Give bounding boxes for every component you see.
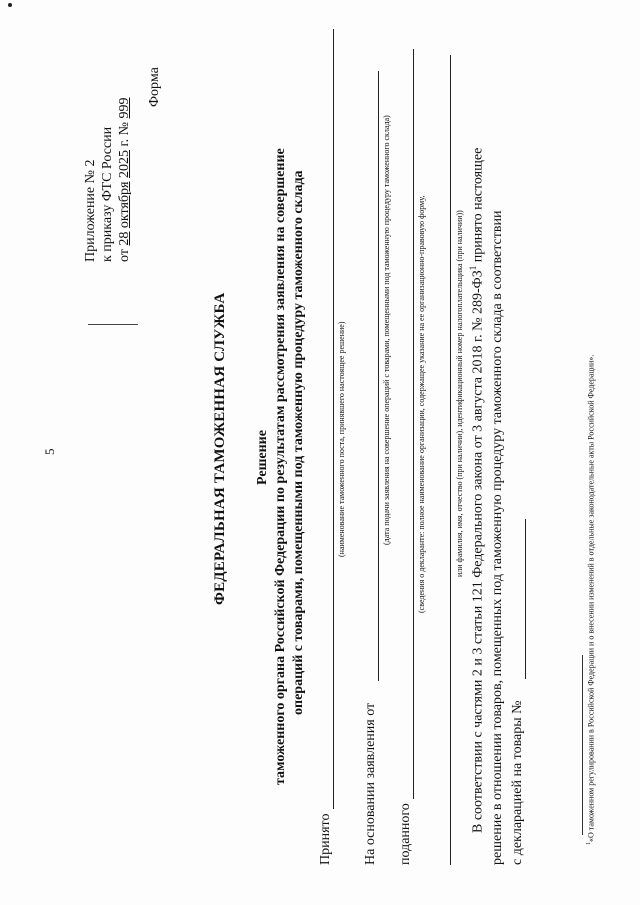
- agency-title: ФЕДЕРАЛЬНАЯ ТАМОЖЕННАЯ СЛУЖБА: [212, 292, 228, 605]
- accepted-field[interactable]: [333, 29, 334, 809]
- declaration-number-field[interactable]: [525, 519, 526, 679]
- accepted-caption: (наименование таможенного поста, принявшего настоящее решение): [337, 321, 346, 557]
- footnote-text: «О таможенном регулировании в Российской Федерации и о внесении изменений в отдельные законодательные акты Российской Федерации».: [586, 354, 596, 842]
- body-line1-end: принято настоящее: [470, 147, 486, 266]
- decision-title: Решение: [255, 430, 270, 485]
- submitted-caption-line1: (сведения о декларанте: полное наименование организации, содержащее указание на ее организационно-правовую форму,: [417, 195, 426, 613]
- basis-caption: (дата подачи заявления на совершение операций с товарами, помещенными под таможенную процедуру таможенного склада): [382, 115, 391, 545]
- appendix-number: 999: [117, 97, 132, 119]
- form-label: Форма: [147, 67, 162, 107]
- appendix-year: 2025: [117, 150, 132, 178]
- decision-subtitle-line1: таможенного органа Российской Федерации по результатам рассмотрения заявления на совершение: [273, 148, 288, 785]
- submitted-field-2[interactable]: [450, 55, 451, 865]
- appendix-number-sign: №: [117, 121, 132, 136]
- body-line2: решение в отношении товаров, помещенных под таможенную процедуру таможенного склада в соответствии: [490, 210, 505, 865]
- page-number: 5: [42, 448, 57, 455]
- submitted-caption-line2: или фамилия, имя, отчество (при наличии), идентификационный номер налогоплательщика (при наличии)): [455, 210, 464, 577]
- body-line3: с декларацией на товары №: [510, 700, 525, 865]
- appendix-year-suffix: г.: [117, 138, 132, 147]
- body-footnote-ref: 1: [468, 265, 478, 271]
- body-line1: [468, 148, 487, 833]
- accepted-label: Принято: [318, 813, 333, 865]
- basis-field[interactable]: [378, 71, 379, 681]
- appendix-line2: к приказу ФТС России: [100, 126, 115, 262]
- appendix-date-prefix: от: [117, 249, 132, 262]
- basis-label: На основании заявления от: [363, 702, 378, 865]
- body-line1-text: В соответствии с частями 2 и 3 статьи 121 Федерального закона от 3 августа 2018 г. № 289-ФЗ: [470, 270, 486, 833]
- submitted-label: поданного: [398, 803, 413, 865]
- footnote-marker: 1: [586, 842, 592, 845]
- appendix-month: октября: [117, 181, 132, 229]
- scan-artifact-line: [88, 324, 138, 325]
- scan-mark: [8, 3, 12, 7]
- appendix-line1: Приложение № 2: [83, 159, 98, 262]
- footnote: [586, 355, 596, 845]
- appendix-line3: [116, 97, 133, 262]
- appendix-block: [82, 97, 133, 262]
- footnote-rule: [582, 655, 583, 835]
- decision-subtitle-line2: операций с товарами, помещенными под таможенную процедуру таможенного склада: [291, 170, 306, 715]
- submitted-field[interactable]: [413, 49, 414, 799]
- appendix-day: 28: [117, 231, 132, 246]
